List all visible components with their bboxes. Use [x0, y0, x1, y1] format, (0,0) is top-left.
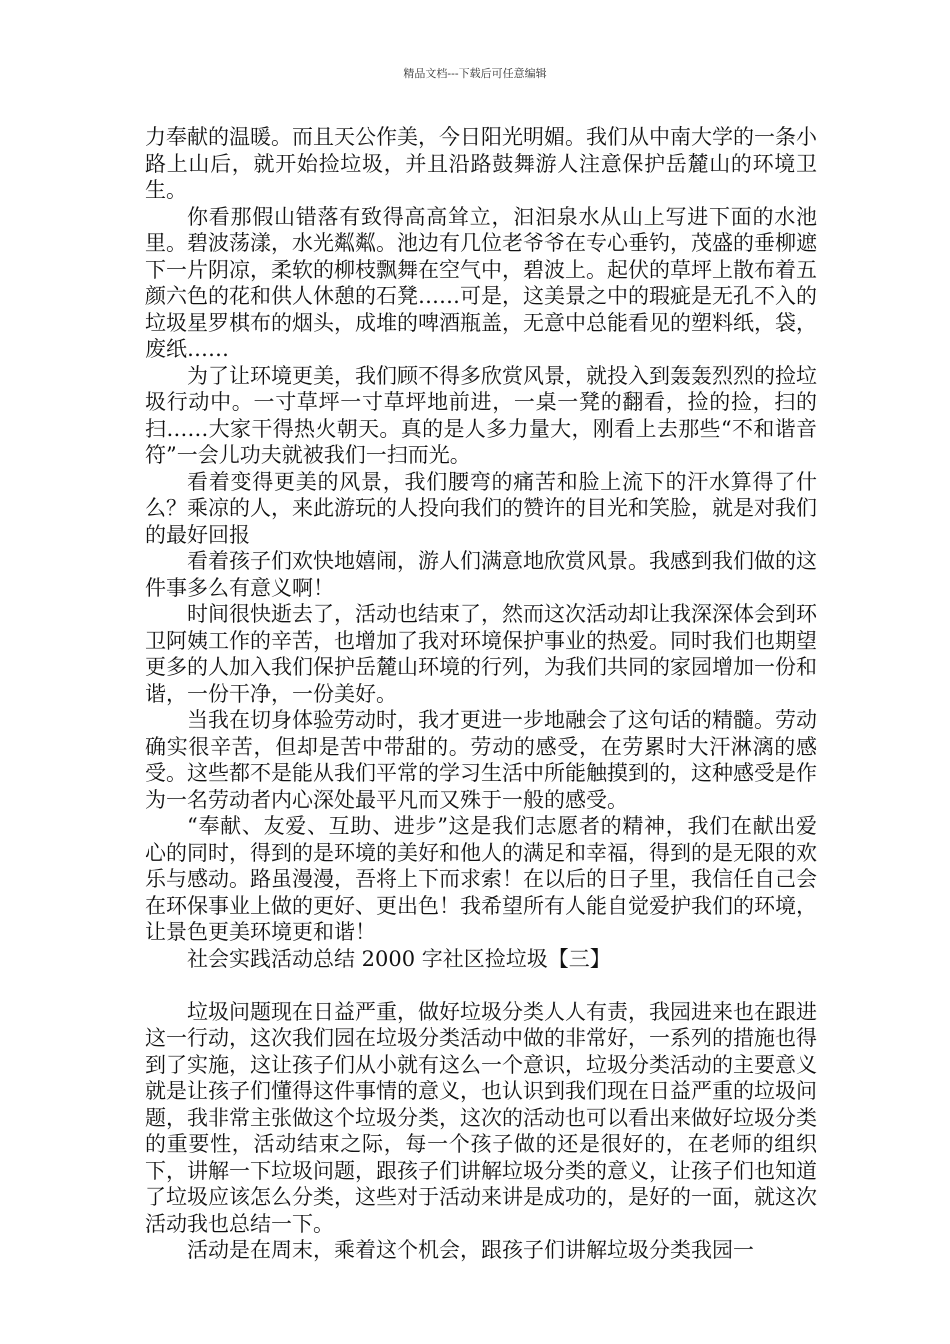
paragraph: 当我在切身体验劳动时，我才更进一步地融会了这句话的精髓。劳动确实很辛苦，但却是苦中带甜的。劳动的感受，在劳累时大汗淋漓的感受。这些都不是能从我们平常的学习生活中所能触摸到的，这种感受是作为一名劳动者内心深处最平凡而又殊于一般的感受。 [145, 708, 817, 812]
paragraph: 垃圾问题现在日益严重，做好垃圾分类人人有责，我园进来也在跟进这一行动，这次我们园在垃圾分类活动中做的非常好，一系列的措施也得到了实施，这让孩子们从小就有这么一个意识，垃圾分类活动的主要意义就是让孩子们懂得这件事情的意义，也认识到我们现在日益严重的垃圾问题，我非常主张做这个垃圾分类，这次的活动也可以看出来做好垃圾分类的重要性，活动结束之际，每一个孩子做的还是很好的，在老师的组织下，讲解一下垃圾问题，跟孩子们讲解垃圾分类的意义，让孩子们也知道了垃圾应该怎么分类，这些对于活动来讲是成功的，是好的一面，就这次活动我也总结一下。 [145, 999, 817, 1236]
document-body [145, 124, 817, 1264]
page-header: 精品文档---下载后可任意编辑 [403, 67, 547, 80]
paragraph: 时间很快逝去了，活动也结束了，然而这次活动却让我深深体会到环卫阿姨工作的辛苦，也增加了我对环境保护事业的热爱。同时我们也期望更多的人加入我们保护岳麓山环境的行列，为我们共同的家园增加一份和谐，一份干净，一份美好。 [145, 602, 817, 706]
paragraph: 你看那假山错落有致得高高耸立，汩汩泉水从山上写进下面的水池里。碧波荡漾，水光粼粼。池边有几位老爷爷在专心垂钓，茂盛的垂柳遮下一片阴凉，柔软的柳枝飘舞在空气中，碧波上。起伏的草坪上散布着五颜六色的花和供人休憩的石凳……可是，这美景之中的瑕疵是无孔不入的垃圾星罗棋布的烟头，成堆的啤酒瓶盖，无意中总能看见的塑料纸，袋，废纸…… [145, 204, 817, 361]
paragraph: “奉献、友爱、互助、进步”这是我们志愿者的精神，我们在献出爱心的同时，得到的是环境的美好和他人的满足和幸福，得到的是无限的欢乐与感动。路虽漫漫，吾将上下而求索！在以后的日子里，我信任自己会在环保事业上做的更好、更出色！我希望所有人能自觉爱护我们的环境，让景色更美环境更和谐！ [145, 814, 817, 944]
paragraph: 为了让环境更美，我们顾不得多欣赏风景，就投入到轰轰烈烈的捡垃圾行动中。一寸草坪一寸草坪地前进，一桌一凳的翻看，捡的捡，扫的扫……大家干得热火朝天。真的是人多力量大，刚看上去那些“不和谐音符”一会儿功夫就被我们一扫而光。 [145, 363, 817, 467]
section-title: 社会实践活动总结 2000 字社区捡垃圾【三】 [187, 946, 611, 971]
paragraph: 力奉献的温暖。而且天公作美，今日阳光明媚。我们从中南大学的一条小路上山后，就开始捡垃圾，并且沿路鼓舞游人注意保护岳麓山的环境卫生。 [145, 125, 817, 202]
paragraph: 看着孩子们欢快地嬉闹，游人们满意地欣赏风景。我感到我们做的这件事多么有意义啊！ [145, 549, 817, 600]
paragraph: 看着变得更美的风景，我们腰弯的痛苦和脸上流下的汗水算得了什么？乘凉的人，来此游玩的人投向我们的赞许的目光和笑脸，就是对我们的最好回报 [145, 469, 817, 547]
blank-line [145, 972, 817, 999]
paragraph: 活动是在周末，乘着这个机会，跟孩子们讲解垃圾分类我园一 [187, 1238, 754, 1262]
